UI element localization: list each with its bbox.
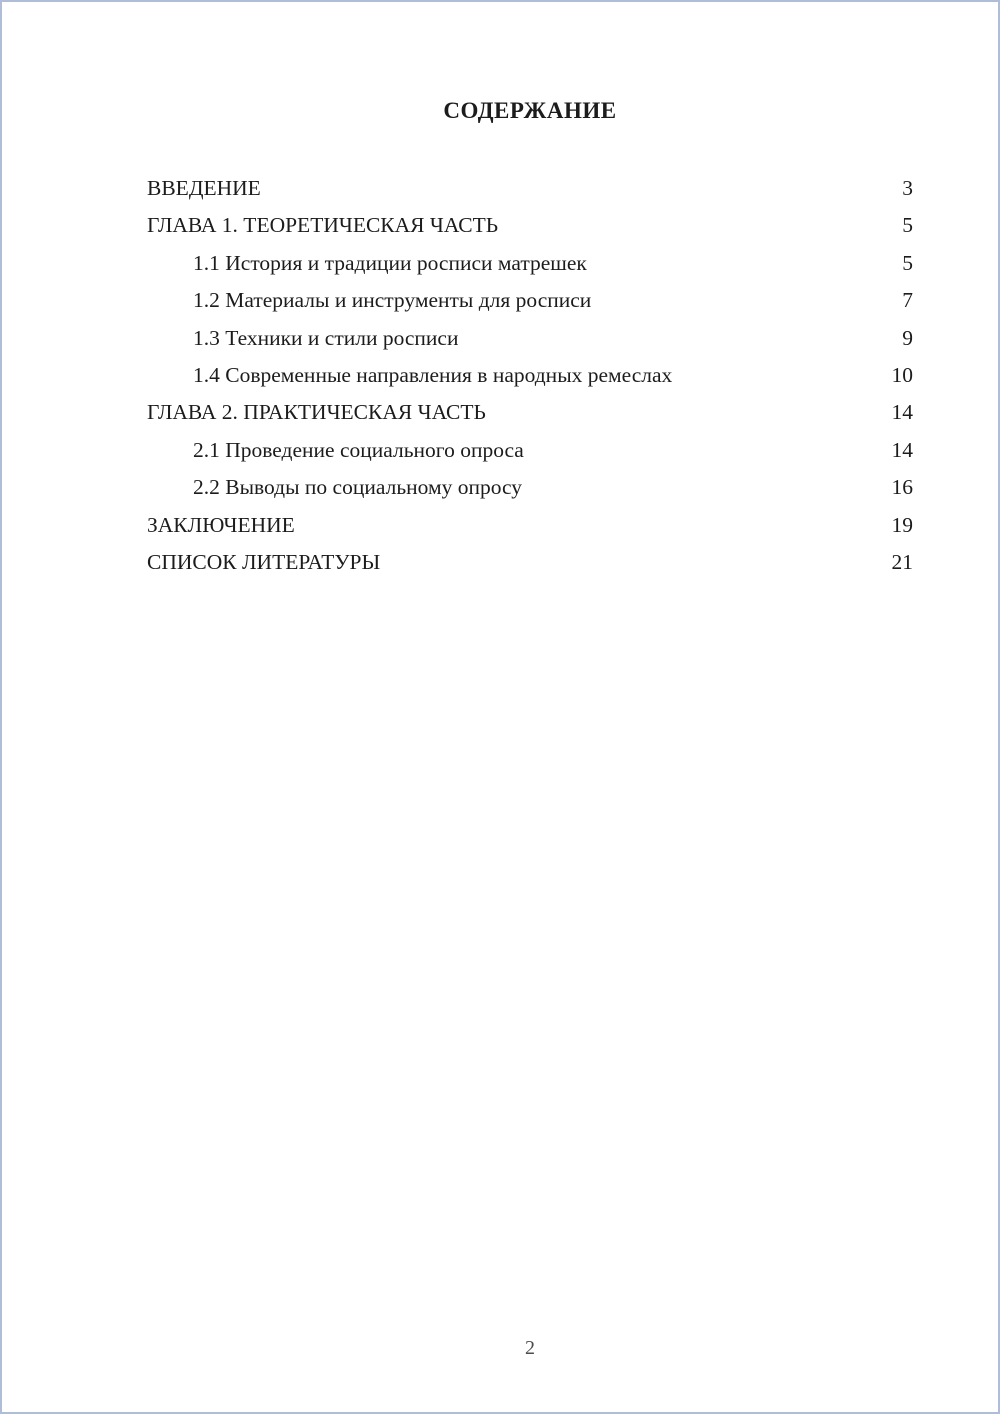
toc-entry-label: 2.2 Выводы по социальному опросу [193, 475, 523, 500]
toc-entry [147, 394, 913, 431]
table-of-contents [147, 170, 913, 581]
toc-entry-label: 1.2 Материалы и инструменты для росписи [193, 288, 592, 313]
toc-entry-label: 1.1 История и традиции росписи матрешек [193, 250, 587, 275]
toc-entry-label: ГЛАВА 2. ПРАКТИЧЕСКАЯ ЧАСТЬ [147, 400, 486, 425]
toc-entry-label: 1.4 Современные направления в народных ремеслах [193, 363, 673, 388]
toc-entry-page: 10 [891, 363, 913, 388]
toc-entry-page: 5 [902, 213, 913, 238]
toc-entry [147, 507, 913, 544]
toc-entry-page: 14 [891, 400, 913, 425]
toc-entry-page: 9 [902, 325, 913, 350]
toc-entry [147, 320, 913, 357]
toc-entry [147, 544, 913, 581]
toc-entry-page: 3 [902, 176, 913, 200]
toc-entry [147, 357, 913, 394]
footer-page-number: 2 [525, 1337, 535, 1359]
toc-entry-label: ВВЕДЕНИЕ [147, 176, 261, 200]
toc-entry-page: 19 [891, 512, 913, 537]
toc-entry-label: ЗАКЛЮЧЕНИЕ [147, 512, 295, 537]
toc-entry [147, 282, 913, 319]
toc-entry [147, 432, 913, 469]
content-column [2, 98, 998, 581]
toc-entry-page: 7 [902, 288, 913, 313]
toc-entry [147, 469, 913, 506]
toc-entry-page: 5 [902, 250, 913, 275]
toc-entry-page: 14 [891, 437, 913, 462]
toc-entry-label: ГЛАВА 1. ТЕОРЕТИЧЕСКАЯ ЧАСТЬ [147, 213, 499, 238]
toc-entry-label: 2.1 Проведение социального опроса [193, 437, 524, 462]
page-title: СОДЕРЖАНИЕ [443, 98, 617, 123]
toc-entry-page: 16 [891, 475, 913, 500]
toc-entry [147, 170, 913, 207]
toc-entry-page: 21 [891, 550, 913, 575]
toc-entry-label: СПИСОК ЛИТЕРАТУРЫ [147, 550, 381, 575]
toc-entry-label: 1.3 Техники и стили росписи [193, 325, 459, 350]
toc-entry [147, 245, 913, 282]
toc-entry [147, 207, 913, 244]
